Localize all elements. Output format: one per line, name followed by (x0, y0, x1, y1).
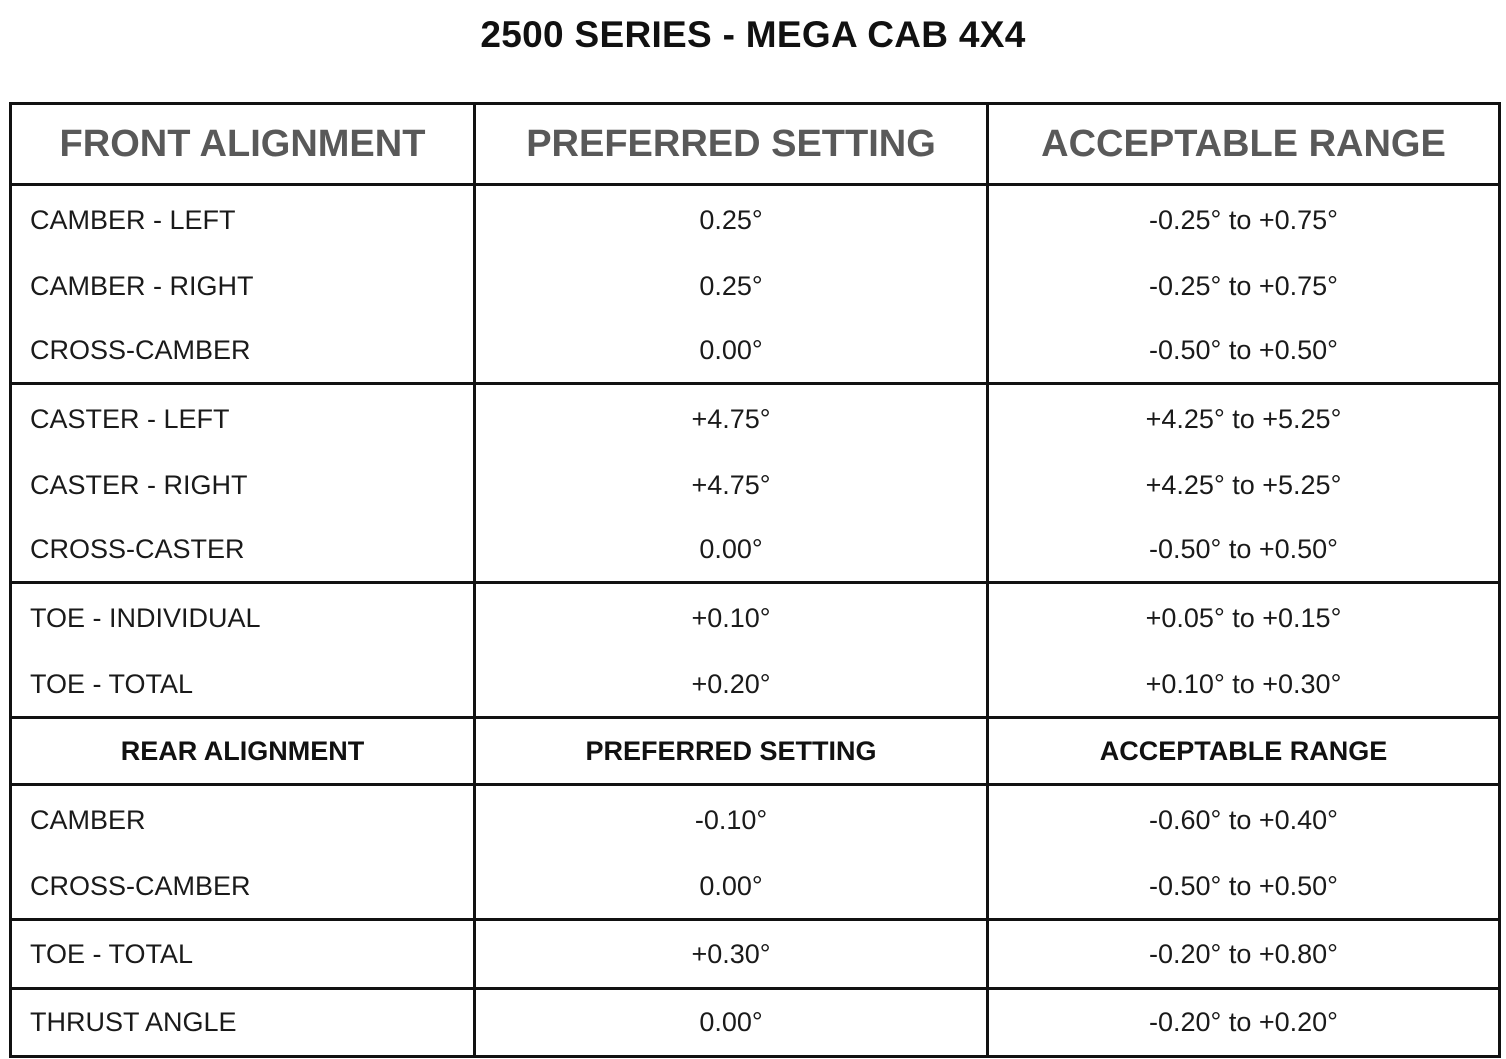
table-row (11, 185, 1500, 255)
preferred-value: 0.00° (475, 517, 988, 583)
preferred-value: +4.75° (475, 384, 988, 454)
table-row (11, 517, 1500, 583)
row-label: TOE - TOTAL (11, 920, 475, 989)
row-label: CASTER - LEFT (11, 384, 475, 454)
table-row (11, 785, 1500, 855)
range-value: +0.10° to +0.30° (988, 652, 1500, 718)
range-value: +0.05° to +0.15° (988, 583, 1500, 653)
range-value: -0.25° to +0.75° (988, 185, 1500, 255)
table-row (11, 318, 1500, 384)
table-row (11, 453, 1500, 517)
row-label: CASTER - RIGHT (11, 453, 475, 517)
front-preferred-header: PREFERRED SETTING (475, 104, 988, 185)
table-row (11, 254, 1500, 318)
row-label: CAMBER - LEFT (11, 185, 475, 255)
rear-header-row (11, 718, 1500, 785)
preferred-value: +0.20° (475, 652, 988, 718)
table-row (11, 652, 1500, 718)
preferred-value: +0.30° (475, 920, 988, 989)
preferred-value: 0.00° (475, 318, 988, 384)
range-value: -0.50° to +0.50° (988, 318, 1500, 384)
alignment-spec-table (9, 102, 1501, 1058)
row-label: CAMBER - RIGHT (11, 254, 475, 318)
row-label: CROSS-CAMBER (11, 318, 475, 384)
row-label: CROSS-CASTER (11, 517, 475, 583)
range-value: -0.25° to +0.75° (988, 254, 1500, 318)
preferred-value: +0.10° (475, 583, 988, 653)
rear-preferred-header: PREFERRED SETTING (475, 718, 988, 785)
preferred-value: -0.10° (475, 785, 988, 855)
rear-alignment-header: REAR ALIGNMENT (11, 718, 475, 785)
preferred-value: +4.75° (475, 453, 988, 517)
table-row (11, 384, 1500, 454)
preferred-value: 0.00° (475, 854, 988, 920)
range-value: -0.20° to +0.80° (988, 920, 1500, 989)
row-label: TOE - INDIVIDUAL (11, 583, 475, 653)
range-value: +4.25° to +5.25° (988, 384, 1500, 454)
page-title: 2500 SERIES - MEGA CAB 4X4 (480, 14, 1026, 55)
front-range-header: ACCEPTABLE RANGE (988, 104, 1500, 185)
table-row (11, 989, 1500, 1057)
rear-range-header: ACCEPTABLE RANGE (988, 718, 1500, 785)
table-row (11, 854, 1500, 920)
front-header-row (11, 104, 1500, 185)
table-row (11, 920, 1500, 989)
row-label: CROSS-CAMBER (11, 854, 475, 920)
table-row (11, 583, 1500, 653)
front-alignment-header: FRONT ALIGNMENT (11, 104, 475, 185)
preferred-value: 0.25° (475, 254, 988, 318)
row-label: TOE - TOTAL (11, 652, 475, 718)
range-value: +4.25° to +5.25° (988, 453, 1500, 517)
range-value: -0.20° to +0.20° (988, 989, 1500, 1057)
preferred-value: 0.25° (475, 185, 988, 255)
range-value: -0.60° to +0.40° (988, 785, 1500, 855)
row-label: CAMBER (11, 785, 475, 855)
range-value: -0.50° to +0.50° (988, 517, 1500, 583)
preferred-value: 0.00° (475, 989, 988, 1057)
range-value: -0.50° to +0.50° (988, 854, 1500, 920)
row-label: THRUST ANGLE (11, 989, 475, 1057)
